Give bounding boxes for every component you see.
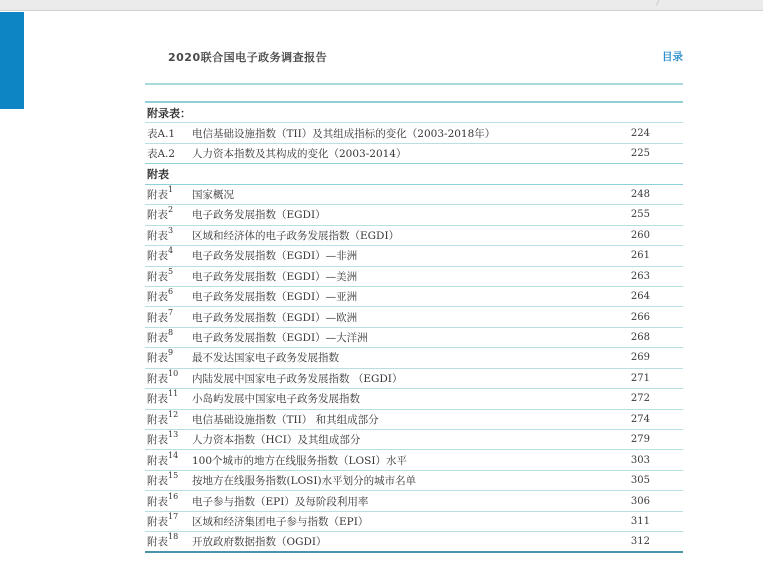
row-label: [145, 409, 192, 427]
toc-section-header: [145, 164, 683, 184]
row-label-text: 表A.1: [147, 127, 176, 140]
row-title: 区域和经济集团电子参与指数（EPI）: [192, 515, 369, 528]
section-heading: 附录表：: [147, 106, 191, 120]
row-label: [145, 289, 192, 304]
row-label-text: 附表: [147, 434, 168, 447]
row-label: [145, 350, 192, 365]
row-label-sup: 3: [168, 225, 174, 235]
row-title: 小岛屿发展中国家电子政务发展指数: [192, 393, 360, 406]
row-label: [145, 330, 192, 345]
row-title: 人力资本指数（HCI）及其组成部分: [192, 434, 361, 447]
toc-row: [145, 471, 683, 491]
row-label: [145, 531, 192, 549]
toc-row: [145, 430, 683, 450]
row-title: 按地方在线服务指数(LOSI)水平划分的城市名单: [192, 475, 417, 488]
toc-link[interactable]: 目录: [662, 51, 683, 63]
row-label: [145, 126, 192, 141]
row-label-sup: 10: [168, 368, 179, 378]
row-page: 263: [630, 270, 650, 282]
row-page: 311: [630, 515, 650, 527]
section-heading: 附表: [147, 168, 169, 182]
row-label: [145, 511, 192, 529]
row-label-text: 附表: [147, 188, 168, 201]
document-title: 2020联合国电子政务调查报告: [168, 51, 328, 64]
row-page: 261: [630, 250, 650, 262]
row-page: 225: [630, 148, 650, 160]
toc-row: [145, 226, 683, 246]
row-page: 224: [630, 127, 650, 139]
row-page: 272: [630, 393, 650, 405]
toc-row: [145, 532, 683, 552]
toc-row: [145, 512, 683, 532]
row-label-sup: 12: [168, 409, 179, 419]
row-label-sup: 8: [168, 328, 174, 338]
row-label-text: 附表: [147, 270, 168, 283]
header-rule: [145, 83, 683, 85]
row-page: 260: [630, 229, 650, 241]
toc-row: [145, 246, 683, 266]
toc-row: [145, 348, 683, 368]
row-label-sup: 14: [168, 450, 179, 460]
row-title: 人力资本指数及其构成的变化（2003-2014）: [192, 148, 407, 161]
row-page: 279: [630, 434, 650, 446]
row-label: [145, 207, 192, 222]
row-label-text: 附表: [147, 311, 168, 324]
toc-section-header: [145, 103, 683, 123]
row-label: [145, 146, 192, 161]
row-title: 100个城市的地方在线服务指数（LOSI）水平: [192, 454, 407, 467]
toc-row: [145, 123, 683, 143]
row-label: [145, 391, 192, 406]
row-label-text: 表A.2: [147, 148, 176, 161]
row-page: 312: [630, 535, 650, 547]
row-label-text: 附表: [147, 475, 168, 488]
row-label: [145, 368, 192, 386]
blue-bookmark-tab: [0, 12, 24, 109]
row-label-sup: 16: [168, 491, 179, 501]
row-label-text: 附表: [147, 413, 168, 426]
row-label-sup: 11: [168, 389, 179, 399]
row-label: [145, 473, 192, 488]
document-header: [145, 49, 683, 65]
row-label-sup: 6: [168, 287, 174, 297]
row-page: 266: [630, 311, 650, 323]
row-label-sup: 17: [168, 511, 179, 521]
row-title: 电子政务发展指数（EGDI）—亚洲: [192, 291, 358, 304]
row-title: 电子政务发展指数（EGDI）—欧洲: [192, 311, 358, 324]
row-title: 电子政务发展指数（EGDI）—大洋洲: [192, 332, 368, 345]
row-label-text: 附表: [147, 454, 168, 467]
row-title: 区域和经济体的电子政务发展指数（EGDI）: [192, 229, 400, 242]
toc-row: [145, 307, 683, 327]
row-label: [145, 225, 192, 243]
row-label-sup: 2: [168, 205, 174, 215]
row-page: 255: [630, 209, 650, 221]
toc-row: [145, 450, 683, 470]
row-title: 电子参与指数（EPI）及每阶段利用率: [192, 495, 369, 508]
row-label-text: 附表: [147, 515, 168, 528]
row-page: 306: [630, 495, 650, 507]
row-label-sup: 18: [168, 531, 179, 541]
row-label-text: 附表: [147, 495, 168, 508]
row-label-text: 附表: [147, 352, 168, 365]
window-top-strip: [0, 0, 763, 11]
toc-row: [145, 328, 683, 348]
toc-row: [145, 389, 683, 409]
row-label-text: 附表: [147, 393, 168, 406]
toc-table: [145, 101, 683, 553]
toc-row: [145, 267, 683, 287]
toc-row: [145, 205, 683, 225]
row-label-sup: 15: [168, 471, 179, 481]
row-title: 电子政务发展指数（EGDI）—美洲: [192, 270, 358, 283]
row-label: [145, 450, 192, 468]
row-label: [145, 307, 192, 325]
row-page: 269: [630, 352, 650, 364]
row-label-text: 附表: [147, 291, 168, 304]
row-label-sup: 1: [168, 184, 174, 194]
row-label-sup: 13: [168, 430, 179, 440]
toc-row: [145, 287, 683, 307]
row-title: 内陆发展中国家电子政务发展指数 （EGDI）: [192, 372, 403, 385]
row-page: 271: [630, 372, 650, 384]
row-page: 274: [630, 413, 650, 425]
row-label-text: 附表: [147, 229, 168, 242]
row-label: [145, 432, 192, 447]
toc-row: [145, 185, 683, 205]
row-label: [145, 248, 192, 263]
toc-row: [145, 410, 683, 430]
row-label-text: 附表: [147, 250, 168, 263]
row-label-sup: 7: [168, 307, 174, 317]
toc-row: [145, 369, 683, 389]
toc-row: [145, 144, 683, 164]
row-label-sup: 4: [168, 246, 174, 256]
row-label: [145, 491, 192, 509]
row-page: 305: [630, 475, 650, 487]
row-label: [145, 184, 192, 202]
row-label-text: 附表: [147, 372, 168, 385]
row-label-sup: 9: [168, 348, 174, 358]
row-page: 264: [630, 291, 650, 303]
row-title: 电信基础设施指数（TII）及其组成指标的变化（2003-2018年）: [192, 127, 496, 140]
row-page: 268: [630, 332, 650, 344]
row-label-text: 附表: [147, 209, 168, 222]
row-page: 303: [630, 454, 650, 466]
row-page: 248: [630, 188, 650, 200]
row-title: 开放政府数据指数（OGDI）: [192, 535, 327, 548]
row-label: [145, 266, 192, 284]
row-label-text: 附表: [147, 535, 168, 548]
row-label-text: 附表: [147, 332, 168, 345]
row-title: 电子政务发展指数（EGDI）—非洲: [192, 250, 358, 263]
row-title: 国家概况: [192, 188, 234, 201]
row-title: 电子政务发展指数（EGDI）: [192, 209, 326, 222]
toc-row: [145, 491, 683, 511]
row-label-sup: 5: [168, 266, 174, 276]
row-title: 最不发达国家电子政务发展指数: [192, 352, 339, 365]
row-title: 电信基础设施指数（TII） 和其组成部分: [192, 413, 379, 426]
